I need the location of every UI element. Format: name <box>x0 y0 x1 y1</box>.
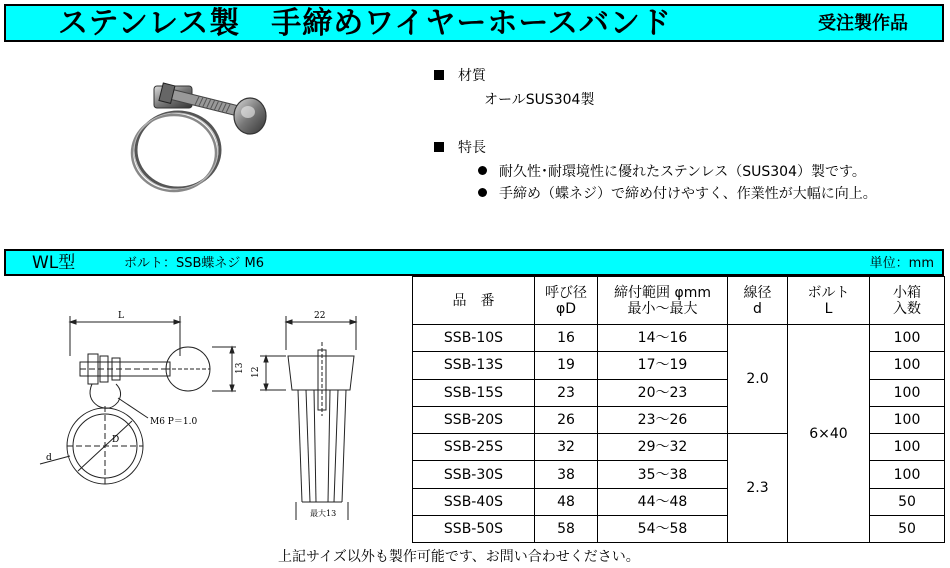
dim-d-label: d <box>46 453 52 463</box>
cell-box: 100 <box>870 406 945 433</box>
cell-range: 14～16 <box>598 325 728 352</box>
cell-dia: 38 <box>535 461 598 488</box>
header-part: 品 番 <box>413 277 535 325</box>
model-band <box>4 249 944 276</box>
cell-part: SSB-10S <box>413 325 535 352</box>
technical-drawing <box>30 306 400 522</box>
material-value: オールSUS304製 <box>484 92 595 108</box>
cell-box: 50 <box>870 488 945 515</box>
cell-dia: 58 <box>535 516 598 543</box>
cell-dia: 16 <box>535 325 598 352</box>
square-bullet-icon <box>434 70 444 80</box>
cell-box: 100 <box>870 325 945 352</box>
cell-part: SSB-50S <box>413 516 535 543</box>
dim-M6-label: M6 P＝1.0 <box>150 417 198 427</box>
cell-range: 17～19 <box>598 352 728 379</box>
cell-bolt: 6×40 <box>788 325 870 543</box>
cell-box: 100 <box>870 379 945 406</box>
cell-wire-group: 2.0 <box>728 325 788 434</box>
cell-part: SSB-40S <box>413 488 535 515</box>
table-header-row <box>413 277 945 325</box>
cell-dia: 23 <box>535 379 598 406</box>
header-box: 小箱 入数 <box>870 277 945 325</box>
table-row <box>413 325 945 352</box>
title-bar <box>4 4 944 42</box>
bullet-icon <box>478 166 487 175</box>
header-range: 締付範囲 φmm 最小～最大 <box>598 277 728 325</box>
footnote: 上記サイズ以外も製作可能です、お問い合わせください。 <box>278 549 640 565</box>
feature-heading: 特長 <box>458 140 486 156</box>
unit-label: 単位：mm <box>869 256 934 271</box>
dim-L-label: L <box>118 311 124 321</box>
dim-13-label: 13 <box>235 362 245 374</box>
cell-range: 20～23 <box>598 379 728 406</box>
cell-box: 50 <box>870 516 945 543</box>
cell-box: 100 <box>870 434 945 461</box>
feature-item: 手締め（蝶ネジ）で締め付けやすく、作業性が大幅に向上。 <box>478 184 877 204</box>
cell-box: 100 <box>870 461 945 488</box>
made-to-order-badge: 受注製作品 <box>818 13 908 34</box>
cell-box: 100 <box>870 352 945 379</box>
cell-dia: 32 <box>535 434 598 461</box>
dim-12-label: 12 <box>251 366 261 378</box>
cell-part: SSB-13S <box>413 352 535 379</box>
cell-range: 54～58 <box>598 516 728 543</box>
dim-22-label: 22 <box>314 311 326 321</box>
cell-range: 29～32 <box>598 434 728 461</box>
cell-part: SSB-25S <box>413 434 535 461</box>
feature-heading-row <box>434 138 486 158</box>
cell-dia: 26 <box>535 406 598 433</box>
cell-range: 23～26 <box>598 406 728 433</box>
spec-table <box>412 276 945 543</box>
dim-D-label: D <box>112 435 120 445</box>
header-wire: 線径 d <box>728 277 788 325</box>
feature-item: 耐久性･耐環境性に優れたステンレス（SUS304）製です。 <box>478 162 866 182</box>
header-dia: 呼び径 φD <box>535 277 598 325</box>
bolt-spec: ボルト：SSB蝶ネジ M6 <box>124 256 265 271</box>
bullet-icon <box>478 188 487 197</box>
cell-part: SSB-15S <box>413 379 535 406</box>
square-bullet-icon <box>434 142 444 152</box>
header-bolt: ボルト L <box>788 277 870 325</box>
cell-wire-group: 2.3 <box>728 434 788 543</box>
cell-part: SSB-20S <box>413 406 535 433</box>
cell-dia: 19 <box>535 352 598 379</box>
cell-range: 35～38 <box>598 461 728 488</box>
cell-dia: 48 <box>535 488 598 515</box>
cell-part: SSB-30S <box>413 461 535 488</box>
model-name: WL型 <box>32 253 76 273</box>
product-photo <box>120 58 280 198</box>
material-heading: 材質 <box>458 68 486 84</box>
material-heading-row <box>434 66 486 86</box>
dim-max13-label: 最大13 <box>310 509 337 518</box>
page-title: ステンレス製 手締めワイヤーホースバンド <box>58 6 672 41</box>
cell-range: 44～48 <box>598 488 728 515</box>
